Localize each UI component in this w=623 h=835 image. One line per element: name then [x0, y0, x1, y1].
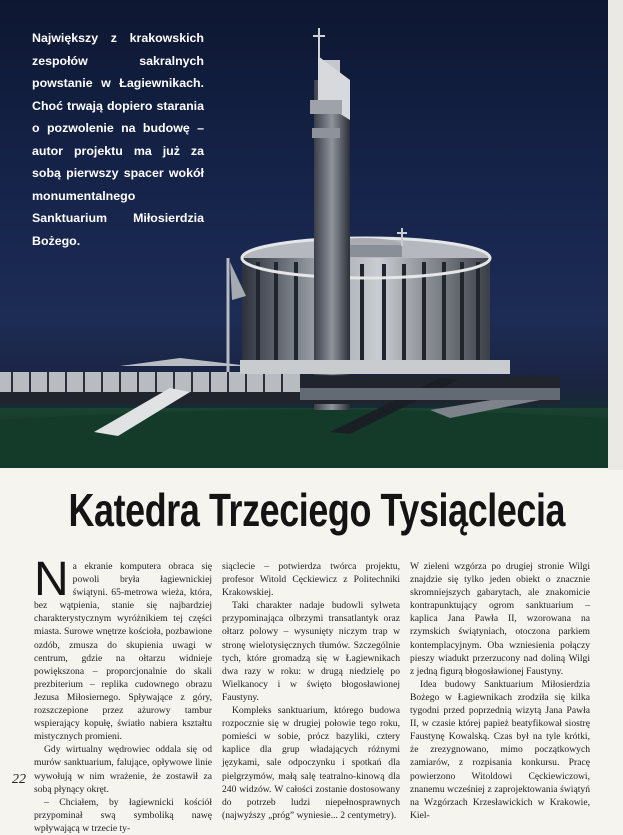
drop-cap: N	[34, 553, 69, 606]
text-column-1	[34, 553, 212, 835]
paragraph: Taki charakter nadaje budowli sylweta przypominająca olbrzymi transatlantyk oraz ołtarz polowy – wysunięty niczym trap w stronę wielotysięcznych tłumów. Szczególnie tych, które gromadzą się w Łagiewnikach dwa razy w roku: w drugą niedzielę po Wielkanocy i w święto błogosławionej Faustyny.	[222, 600, 400, 703]
page-number: 22	[12, 772, 26, 787]
lead-paragraph: Największy z krakowskich zespołów sakralnych powstanie w Łagiewnikach. Choć trwają dopiero starania o pozwolenie na budowę – autor projektu ma już za sobą pierwszy spacer wokół monumentalnego Sanktuarium Miłosierdzia Bożego.	[32, 31, 204, 248]
paragraph: Kompleks sanktuarium, którego budowa rozpocznie się w drugiej połowie tego roku, pomieści w sobie, prócz bazyliki, cztery kaplice dla grup władających różnymi językami, sale odpoczynku i spotkań dla pielgrzymów, małą salę teatralno-kinową dla 240 widzów. W całości zostanie dostosowany do potrzeb ludzi niepełnosprawnych (najwyższy „próg” wyniesie... 2 centymetry).	[222, 705, 400, 821]
paragraph-text: a ekranie komputera obraca się powoli bryła łagiewnickiej świątyni. 65-metrowa wieża, która, bez wątpienia, stanie się najbardziej charakterystycznym wyróżnikiem tej części miasta. Surowe wnętrze kościoła, pozbawione ozdób, zmusza do skupienia uwagi w centrum, gdzie na ołtarzu widnieje powiększona – proporcjonalnie do skali prezbiterium – replika cudownego obrazu Jezusa Miłosiernego. Spływające z góry, rozszczepione przez ażurowy tambur wspierający kopułę, światło nabiera kształtu mistycznych promieni.	[34, 561, 212, 743]
text-column-2	[222, 560, 400, 822]
text-column-3	[410, 560, 590, 822]
paragraph: Idea budowy Sanktuarium Miłosierdzia Bożego w Łagiewnikach zrodziła się kilka tygodni przed poprzednią wizytą Jana Pawła II, w czasie której papież beatyfikował siostrę Faustynę Kowalską. Czas był na tyle krótki, że zrezygnowano, mimo początkowych zamiarów, z rozpisania konkursu. Pracę powierzono Witoldowi Cęckiewiczowi, znanemu wcześniej z zaprojektowania świątyń na Wzgórzach Krzesławickich w Krakowie, Kiel-	[410, 678, 590, 821]
paragraph: siąclecie – potwierdza twórca projektu, profesor Witold Cęckiewicz z Politechniki Krakowskiej.	[222, 561, 400, 599]
article-headline: Katedra Trzeciego Tysiąclecia	[68, 484, 566, 536]
paragraph	[34, 553, 212, 743]
paragraph: – Chciałem, by łagiewnicki kościół przypominał swą symboliką nawę wpływającą w trzecie ty-	[34, 796, 212, 834]
paragraph: Gdy wirtualny wędrowiec oddala się od murów sanktuarium, falujące, opływowe linie wywołują w nim wrażenie, że zostawił za sobą płynący okręt.	[34, 744, 212, 795]
paragraph: W zieleni wzgórza po drugiej stronie Wilgi znajdzie się tylko jeden obiekt o znacznie skromniejszych gabarytach, ale znakomicie kontrapunktujący ogrom sanktuarium – kaplica Jana Pawła II, wzorowana na rzymskich świątyniach, otoczona parkiem kontemplacyjnym. Oba wzniesienia połączy pieszy wiadukt przerzucony nad doliną Wilgi z jedną figurą błogosławionej Faustyny.	[410, 561, 590, 677]
page-edge	[608, 0, 623, 470]
